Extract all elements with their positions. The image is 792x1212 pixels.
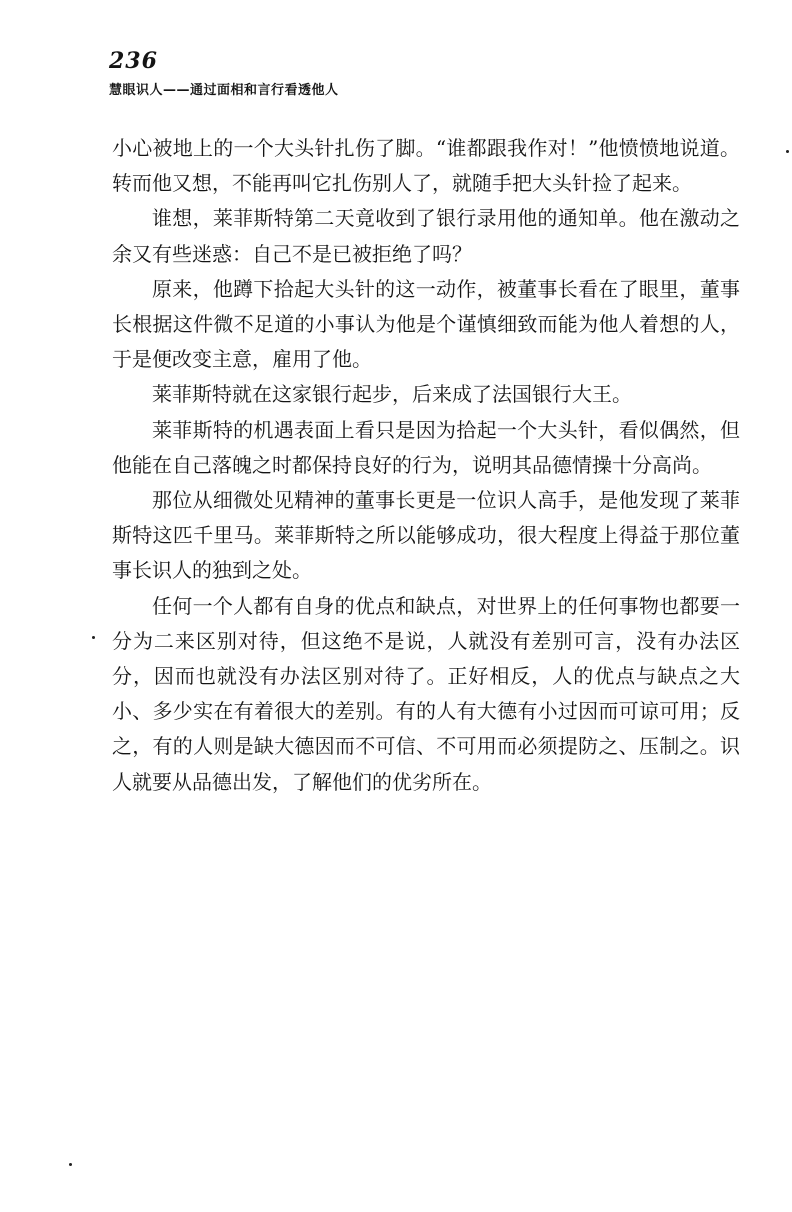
paragraph: 原来，他蹲下拾起大头针的这一动作，被董事长看在了眼里，董事长根据这件微不足道的小事认为他是个谨慎细致而能为他人着想的人，于是便改变主意，雇用了他。 xyxy=(112,276,740,372)
body-text xyxy=(112,131,740,800)
paragraph: 任何一个人都有自身的优点和缺点，对世界上的任何事物也都要一分为二来区别对待，但这绝不是说，人就没有差别可言，没有办法区分，因而也就没有办法区别对待了。正好相反，人的优点与缺点之大小、多少实在有着很大的差别。有的人有大德有小过因而可谅可用；反之，有的人则是缺大德因而不可信、不可用而必须提防之、压制之。识人就要从品德出发，了解他们的优劣所在。 xyxy=(112,593,740,794)
page-number: 236 xyxy=(109,48,158,74)
paragraph: 莱菲斯特就在这家银行起步，后来成了法国银行大王。 xyxy=(152,382,632,407)
paragraph: 小心被地上的一个大头针扎伤了脚。“谁都跟我作对！”他愤愤地说道。转而他又想，不能再叫它扎伤别人了，就随手把大头针捡了起来。 xyxy=(112,136,740,196)
paragraph: 谁想，莱菲斯特第二天竟收到了银行录用他的通知单。他在激动之余又有些迷惑：自己不是已被拒绝了吗？ xyxy=(112,206,740,266)
paragraph: 那位从细微处见精神的董事长更是一位识人高手，是他发现了莱菲斯特这匹千里马。莱菲斯特之所以能够成功，很大程度上得益于那位董事长识人的独到之处。 xyxy=(112,488,740,583)
running-title: 慧眼识人——通过面相和言行看透他人 xyxy=(109,83,339,98)
paragraph: 莱菲斯特的机遇表面上看只是因为拾起一个大头针，看似偶然，但他能在自己落魄之时都保持良好的行为，说明其品德情操十分高尚。 xyxy=(112,417,740,477)
scan-speck xyxy=(69,1163,72,1166)
scan-speck xyxy=(786,150,789,153)
scan-speck xyxy=(92,636,95,639)
